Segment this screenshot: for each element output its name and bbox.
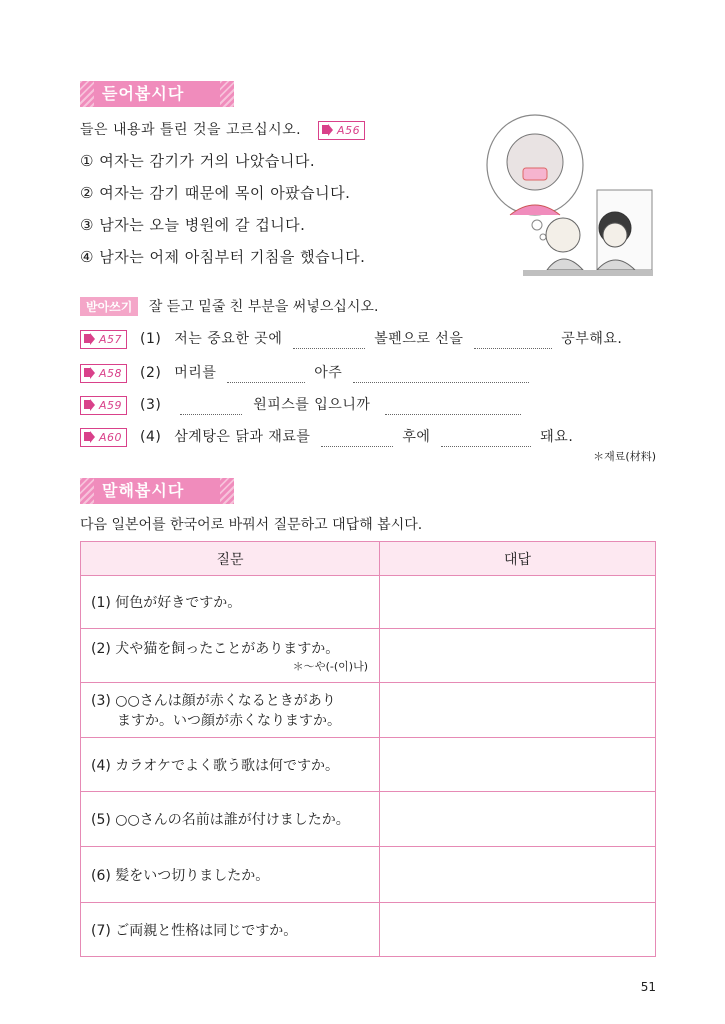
text-segment: 삼계탕은 닭과 재료를 bbox=[174, 429, 311, 445]
speaker-icon-cone bbox=[90, 367, 95, 379]
text-segment: 저는 중요한 곳에 bbox=[174, 331, 283, 347]
question-text-line2: ますか。いつ顔が赤くなりますか。 bbox=[117, 713, 341, 729]
answer-cell[interactable] bbox=[380, 576, 656, 629]
table-row bbox=[81, 792, 656, 847]
item-number: (1) bbox=[139, 331, 162, 347]
speak-banner bbox=[80, 478, 234, 504]
question-text: ○○さんは顔が赤くなるときがあり bbox=[115, 693, 336, 709]
question-cell bbox=[81, 847, 380, 903]
answer-cell[interactable] bbox=[380, 683, 656, 738]
audio-track-a60[interactable]: A60 bbox=[80, 428, 127, 447]
question-text: ○○さんの名前は誰が付けましたか。 bbox=[115, 812, 350, 828]
text-segment: 원피스를 입으니까 bbox=[253, 397, 371, 413]
blank-4b[interactable] bbox=[441, 432, 531, 447]
question-cell bbox=[81, 792, 380, 847]
question-text: 犬や猫を飼ったことがありますか。 bbox=[115, 640, 340, 657]
blank-2a[interactable] bbox=[227, 368, 305, 383]
text-segment: 돼요. bbox=[540, 429, 574, 445]
dictation-row-3 bbox=[80, 394, 521, 415]
table-header-row bbox=[81, 542, 656, 576]
question-cell bbox=[81, 629, 380, 683]
listen-instruction-row bbox=[80, 119, 365, 140]
item-number: (2) bbox=[139, 365, 162, 381]
table-row bbox=[81, 847, 656, 903]
audio-track-a59[interactable]: A59 bbox=[80, 396, 127, 415]
table-row bbox=[81, 683, 656, 738]
table-row bbox=[81, 576, 656, 629]
bubble-dot-small bbox=[540, 234, 546, 240]
row-number: (7) bbox=[91, 922, 111, 939]
text-segment: 볼펜으로 선을 bbox=[374, 331, 464, 347]
dictation-header bbox=[80, 296, 378, 316]
question-text: 髪をいつ切りましたか。 bbox=[115, 867, 270, 884]
speak-banner-label: 말해봅시다 bbox=[102, 481, 185, 500]
dictation-row-4 bbox=[80, 426, 573, 447]
row-number: (5) bbox=[91, 812, 111, 828]
speaker-icon-cone bbox=[90, 431, 95, 443]
dictation-instruction: 잘 듣고 밑줄 친 부분을 써넣으십시오. bbox=[148, 299, 379, 315]
girl-body-icon bbox=[547, 259, 583, 270]
blank-1b[interactable] bbox=[474, 334, 552, 349]
question-cell bbox=[81, 738, 380, 792]
audio-track-a58[interactable]: A58 bbox=[80, 364, 127, 383]
listen-banner bbox=[80, 81, 234, 107]
speaker-icon-cone bbox=[90, 399, 95, 411]
listen-instruction: 들은 내용과 틀린 것을 고르십시오. bbox=[80, 122, 302, 138]
table-row bbox=[81, 903, 656, 957]
option-1[interactable]: ① 여자는 감기가 거의 나았습니다. bbox=[80, 152, 316, 170]
dictation-row-2 bbox=[80, 362, 529, 383]
question-cell bbox=[81, 683, 380, 738]
dictation-footnote: ＊재료(材料) bbox=[593, 450, 656, 463]
table-row bbox=[81, 738, 656, 792]
question-text: カラオケでよく歌う歌は何ですか。 bbox=[115, 757, 340, 774]
qa-table bbox=[80, 541, 656, 957]
dictation-chip: 받아쓰기 bbox=[80, 297, 138, 316]
blank-3b[interactable] bbox=[385, 400, 521, 415]
speaker-icon-cone bbox=[90, 333, 95, 345]
page-number: 51 bbox=[640, 980, 656, 994]
header-question: 질문 bbox=[81, 542, 380, 576]
option-4[interactable]: ④ 남자는 어제 아침부터 기침을 했습니다. bbox=[80, 248, 366, 266]
speak-instruction: 다음 일본어를 한국어로 바꿔서 질문하고 대답해 봅시다. bbox=[80, 517, 423, 533]
blank-3a[interactable] bbox=[180, 400, 242, 415]
text-segment: 후에 bbox=[402, 429, 431, 445]
row-number: (4) bbox=[91, 757, 111, 774]
boy-face-icon bbox=[603, 223, 627, 247]
answer-cell[interactable] bbox=[380, 792, 656, 847]
question-cell bbox=[81, 903, 380, 957]
blank-1a[interactable] bbox=[293, 334, 365, 349]
answer-cell[interactable] bbox=[380, 738, 656, 792]
text-segment: 공부해요. bbox=[561, 331, 623, 347]
audio-track-a56[interactable]: A56 bbox=[318, 121, 365, 140]
grammar-note: ＊～や(-(이)나) bbox=[292, 659, 368, 673]
question-cell bbox=[81, 576, 380, 629]
girl-head-icon bbox=[546, 218, 580, 252]
table-row bbox=[81, 629, 656, 683]
option-2[interactable]: ② 여자는 감기 때문에 목이 아팠습니다. bbox=[80, 184, 351, 202]
question-text: ご両親と性格は同じですか。 bbox=[115, 922, 298, 939]
item-number: (4) bbox=[139, 429, 162, 445]
woman-face-icon bbox=[507, 134, 563, 190]
dictation-row-1 bbox=[80, 328, 622, 349]
row-number: (1) bbox=[91, 595, 111, 611]
illustration-sick-woman-and-children bbox=[485, 110, 660, 285]
blank-4a[interactable] bbox=[321, 432, 393, 447]
mask-icon bbox=[523, 168, 547, 180]
answer-cell[interactable] bbox=[380, 629, 656, 683]
row-number: (6) bbox=[91, 867, 111, 884]
question-text: 何色が好きですか。 bbox=[115, 595, 242, 611]
listen-banner-label: 듣어봅시다 bbox=[102, 84, 185, 103]
item-number: (3) bbox=[139, 397, 162, 413]
text-segment: 머리를 bbox=[174, 365, 217, 381]
bubble-dot bbox=[532, 220, 542, 230]
blank-2b[interactable] bbox=[353, 368, 529, 383]
answer-cell[interactable] bbox=[380, 903, 656, 957]
option-3[interactable]: ③ 남자는 오늘 병원에 갈 겁니다. bbox=[80, 216, 306, 234]
text-segment: 아주 bbox=[314, 365, 343, 381]
row-number: (3) bbox=[91, 693, 111, 709]
header-answer: 대답 bbox=[380, 542, 656, 576]
answer-cell[interactable] bbox=[380, 847, 656, 903]
speaker-icon-cone bbox=[328, 124, 333, 136]
audio-track-a57[interactable]: A57 bbox=[80, 330, 127, 349]
row-number: (2) bbox=[91, 640, 111, 657]
desk-icon bbox=[523, 270, 653, 276]
